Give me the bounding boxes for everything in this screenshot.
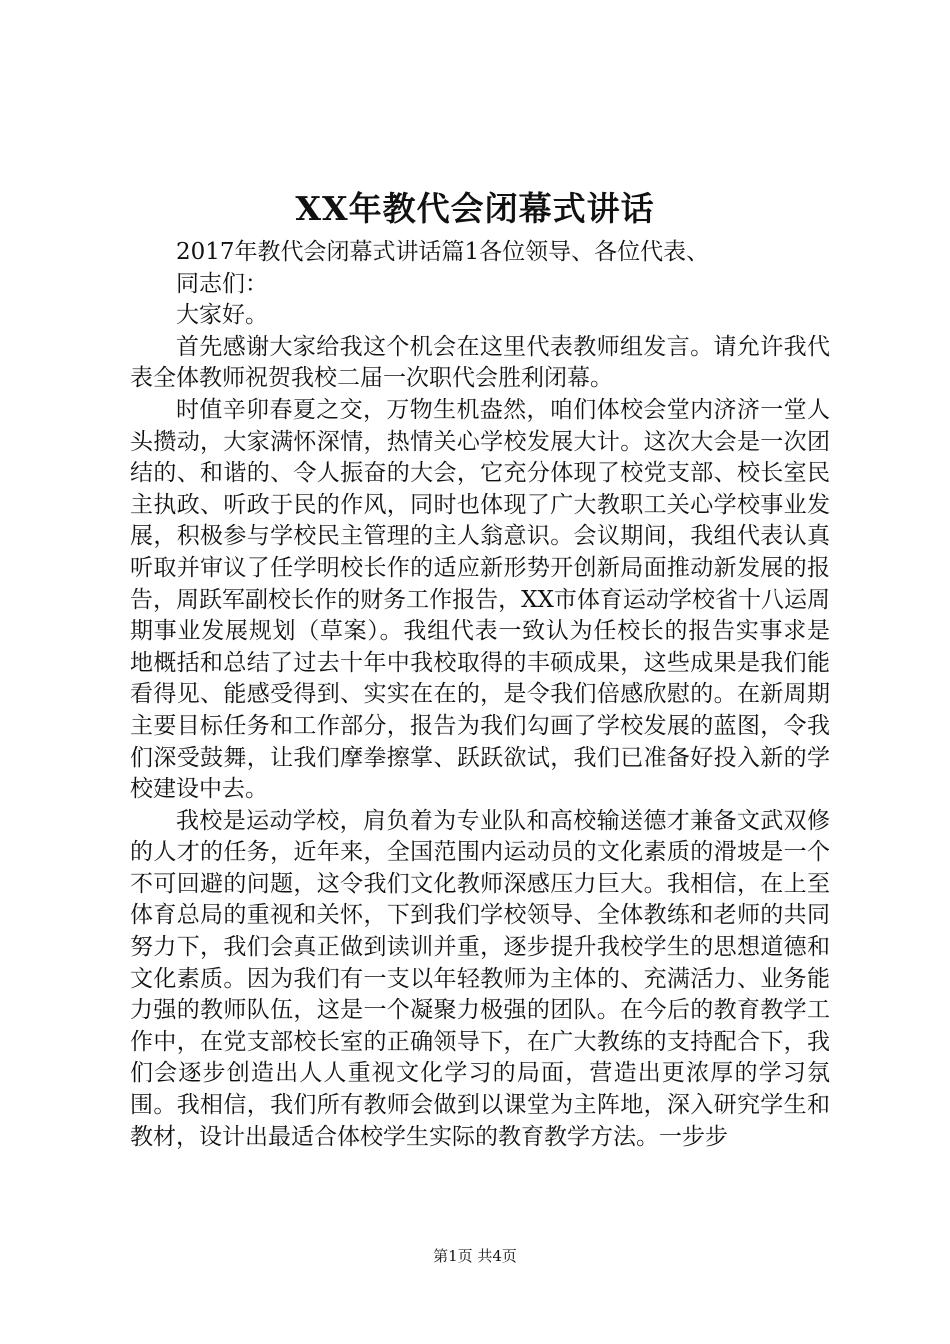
paragraph-thanks: 首先感谢大家给我这个机会在这里代表教师组发言。请允许我代表全体教师祝贺我校二届一次职代会胜利闭幕。 [130,333,830,392]
document-body [130,237,830,1153]
paragraph-greeting: 大家好。 [176,302,268,329]
page-footer: 第1页 共4页 [433,1247,517,1265]
paragraph-school-mission: 我校是运动学校，肩负着为专业队和高校输送德才兼备文武双修的人才的任务，近年来，全国范围内运动员的文化素质的滑坡是一个不可回避的问题，这令我们文化教师深感压力巨大。我相信，在上至体育总局的重视和关怀，下到我们学校领导、全体教练和老师的共同努力下，我们会真正做到读训并重，逐步提升我校学生的思想道德和文化素质。因为我们有一支以年轻教师为主体的、充满活力、业务能力强的教师队伍，这是一个凝聚力极强的团队。在今后的教育教学工作中，在党支部校长室的正确领导下，在广大教练的支持配合下，我们会逐步创造出人人重视文化学习的局面，营造出更浓厚的学习氛围。我相信，我们所有教师会做到以课堂为主阵地，深入研究学生和教材，设计出最适合体校学生实际的教育教学方法。一步步 [130,807,830,1150]
paragraph-salutation: 同志们： [176,270,268,297]
document-title: XX年教代会闭幕式讲话 [295,189,655,228]
paragraph-opening: 2017年教代会闭幕式讲话篇1各位领导、各位代表、 [176,239,710,265]
paragraph-meeting-review: 时值辛卯春夏之交，万物生机盎然，咱们体校会堂内济济一堂人头攒动，大家满怀深情，热情关心学校发展大计。这次大会是一次团结的、和谐的、令人振奋的大会，它充分体现了校党支部、校长室民主执政、听政于民的作风，同时也体现了广大教职工关心学校事业发展，积极参与学校民主管理的主人翁意识。会议期间，我组代表认真听取并审议了任学明校长作的适应新形势开创新局面推动新发展的报告，周跃军副校长作的财务工作报告，XX市体育运动学校省十八运周期事业发展规划（草案）。我组代表一致认为任校长的报告实事求是地概括和总结了过去十年中我校取得的丰硕成果，这些成果是我们能看得见、能感受得到、实实在在的，是令我们倍感欣慰的。在新周期主要目标任务和工作部分，报告为我们勾画了学校发展的蓝图，令我们深受鼓舞，让我们摩拳擦掌、跃跃欲试，我们已准备好投入新的学校建设中去。 [130,396,830,803]
